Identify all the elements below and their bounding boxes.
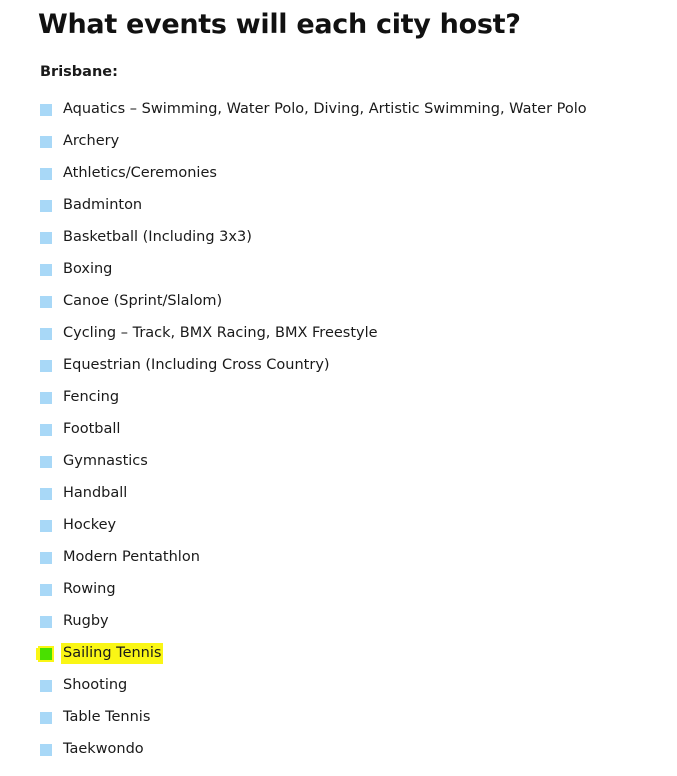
bullet-square-icon xyxy=(40,424,52,436)
bullet-square-icon xyxy=(40,104,52,116)
event-label: Badminton xyxy=(63,197,143,214)
document-page xyxy=(0,8,677,766)
list-item xyxy=(38,190,657,222)
page-title: What events will each city host? xyxy=(38,9,521,40)
event-label: Fencing xyxy=(63,389,120,406)
event-label: Shooting xyxy=(63,677,128,694)
event-label: Basketball (Including 3x3) xyxy=(63,229,252,246)
bullet-square-icon xyxy=(40,648,52,660)
list-item xyxy=(38,286,657,318)
event-label: Handball xyxy=(63,485,128,502)
list-item xyxy=(38,94,657,126)
list-item xyxy=(38,382,657,414)
event-label: Archery xyxy=(63,133,120,150)
list-item xyxy=(38,574,657,606)
event-label: Canoe (Sprint/Slalom) xyxy=(63,293,223,310)
list-item xyxy=(38,158,657,190)
bullet-square-icon xyxy=(40,360,52,372)
bullet-square-icon xyxy=(40,456,52,468)
list-item xyxy=(38,350,657,382)
list-item xyxy=(38,606,657,638)
event-label: Gymnastics xyxy=(63,453,148,470)
event-label: Sailing Tennis xyxy=(63,645,162,662)
list-item xyxy=(38,510,657,542)
bullet-square-icon xyxy=(40,136,52,148)
list-item xyxy=(38,542,657,574)
list-item xyxy=(38,126,657,158)
event-label: Equestrian (Including Cross Country) xyxy=(63,357,330,374)
bullet-square-icon xyxy=(40,168,52,180)
bullet-square-icon xyxy=(40,232,52,244)
list-item xyxy=(38,702,657,734)
list-item xyxy=(38,638,657,670)
bullet-square-icon xyxy=(40,584,52,596)
bullet-square-icon xyxy=(40,680,52,692)
event-label: Modern Pentathlon xyxy=(63,549,200,566)
event-label: Table Tennis xyxy=(63,709,151,726)
list-item xyxy=(38,734,657,766)
bullet-square-icon xyxy=(40,488,52,500)
bullet-square-icon xyxy=(40,200,52,212)
bullet-square-icon xyxy=(40,296,52,308)
bullet-square-icon xyxy=(40,264,52,276)
list-item xyxy=(38,318,657,350)
event-label: Rugby xyxy=(63,613,109,630)
list-item xyxy=(38,414,657,446)
event-label: Hockey xyxy=(63,517,117,534)
bullet-square-icon xyxy=(40,392,52,404)
list-item xyxy=(38,222,657,254)
section-label-brisbane: Brisbane: xyxy=(40,63,118,80)
bullet-square-icon xyxy=(40,744,52,756)
list-item xyxy=(38,446,657,478)
list-item xyxy=(38,670,657,702)
event-label: Taekwondo xyxy=(63,741,144,758)
event-label: Athletics/Ceremonies xyxy=(63,165,217,182)
bullet-square-icon xyxy=(40,616,52,628)
event-list xyxy=(38,94,657,766)
list-item xyxy=(38,254,657,286)
event-label: Aquatics – Swimming, Water Polo, Diving, Artistic Swimming, Water Polo xyxy=(63,101,587,118)
bullet-square-icon xyxy=(40,328,52,340)
bullet-square-icon xyxy=(40,712,52,724)
bullet-square-icon xyxy=(40,520,52,532)
list-item xyxy=(38,478,657,510)
bullet-square-icon xyxy=(40,552,52,564)
event-label: Rowing xyxy=(63,581,116,598)
event-label: Cycling – Track, BMX Racing, BMX Freestyle xyxy=(63,325,378,342)
event-label: Football xyxy=(63,421,121,438)
event-label: Boxing xyxy=(63,261,113,278)
